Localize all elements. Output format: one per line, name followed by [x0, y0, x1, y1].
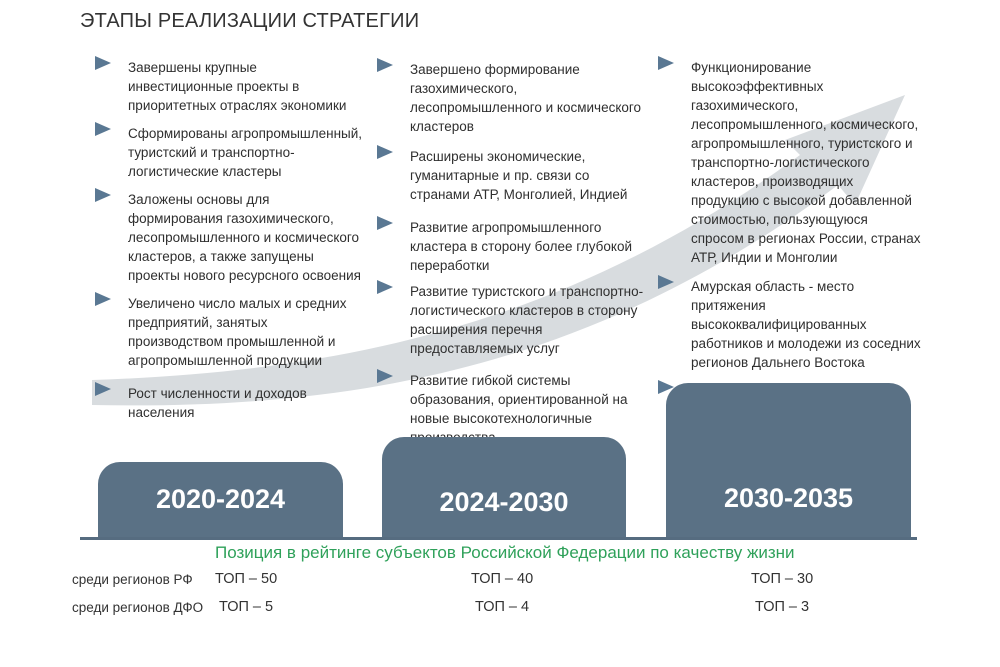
list-item: Расширены экономические, гуманитарные и пр. связи со странами АТР, Монголией, Индией — [377, 147, 652, 204]
list-item: Рост численности и доходов населения — [95, 384, 365, 422]
triangle-bullet-icon — [658, 56, 674, 70]
stage-1-column — [95, 58, 365, 422]
list-item: Амурская область - место притяжения высококвалифицированных работников и молодежи из соседних регионов Дальнего Востока — [658, 277, 923, 372]
stage-2-column — [377, 60, 652, 447]
triangle-bullet-icon — [377, 58, 393, 72]
rating-title: Позиция в рейтинге субъектов Российской Федерации по качеству жизни — [215, 543, 795, 562]
timeline-baseline — [80, 537, 917, 540]
list-item: Заложены основы для формирования газохимического, лесопромышленного и космического кластеров, а также запущены проекты нового ресурсного освоения — [95, 190, 365, 285]
rating-value-dfo-2020: ТОП – 5 — [219, 599, 274, 615]
list-item: Завершены крупные инвестиционные проекты в приоритетных отраслях экономики — [95, 58, 365, 115]
list-item: Сформированы агропромышленный, туристский и транспортно-логистические кластеры — [95, 124, 365, 181]
triangle-bullet-icon — [377, 280, 393, 294]
rating-row-label-dfo: среди регионов ДФО — [72, 600, 204, 615]
rating-row-label-rf: среди регионов РФ — [72, 572, 193, 587]
list-item: Развитие агропромышленного кластера в сторону более глубокой переработки — [377, 218, 652, 275]
triangle-bullet-icon — [377, 216, 393, 230]
list-item: Функционирование высокоэффективных газохимического, лесопромышленного, космического, агропромышленного, туристского и транспортно-логистического кластеров, производящих продукцию с высокой добавленной стоимостью, пользующуюся спросом в регионах России, странах АТР, Индии и Монголии — [658, 58, 923, 267]
rating-value-rf-2030: ТОП – 30 — [751, 571, 814, 587]
stage-block-2020-2024: 2020-2024 — [98, 462, 343, 537]
triangle-bullet-icon — [377, 145, 393, 159]
list-item: Развитие туристского и транспортно-логистического кластеров в сторону расширения перечня предоставляемых услуг — [377, 282, 652, 358]
page-title: ЭТАПЫ РЕАЛИЗАЦИИ СТРАТЕГИИ — [80, 10, 420, 32]
stage-block-2024-2030: 2024-2030 — [382, 437, 626, 537]
rating-value-dfo-2030: ТОП – 3 — [755, 599, 810, 615]
triangle-bullet-icon — [95, 122, 111, 136]
stage-3-column — [658, 58, 923, 439]
list-item: Развитие гибкой системы образования, ориентированной на новые высокотехнологичные — [377, 371, 652, 447]
stage-block-2030-2035: 2030-2035 — [666, 383, 911, 537]
rating-value-rf-2020: ТОП – 50 — [215, 571, 278, 587]
triangle-bullet-icon — [95, 292, 111, 306]
triangle-bullet-icon — [377, 369, 393, 383]
triangle-bullet-icon — [95, 382, 111, 396]
triangle-bullet-icon — [95, 188, 111, 202]
rating-value-rf-2024: ТОП – 40 — [471, 571, 534, 587]
triangle-bullet-icon — [95, 56, 111, 70]
list-item: Завершено формирование газохимического, лесопромышленного и космического кластеров — [377, 60, 652, 136]
triangle-bullet-icon — [658, 275, 674, 289]
list-item: Увеличено число малых и средних предприятий, занятых производством промышленной и агропромышленной продукции — [95, 294, 365, 370]
rating-value-dfo-2024: ТОП – 4 — [475, 599, 530, 615]
